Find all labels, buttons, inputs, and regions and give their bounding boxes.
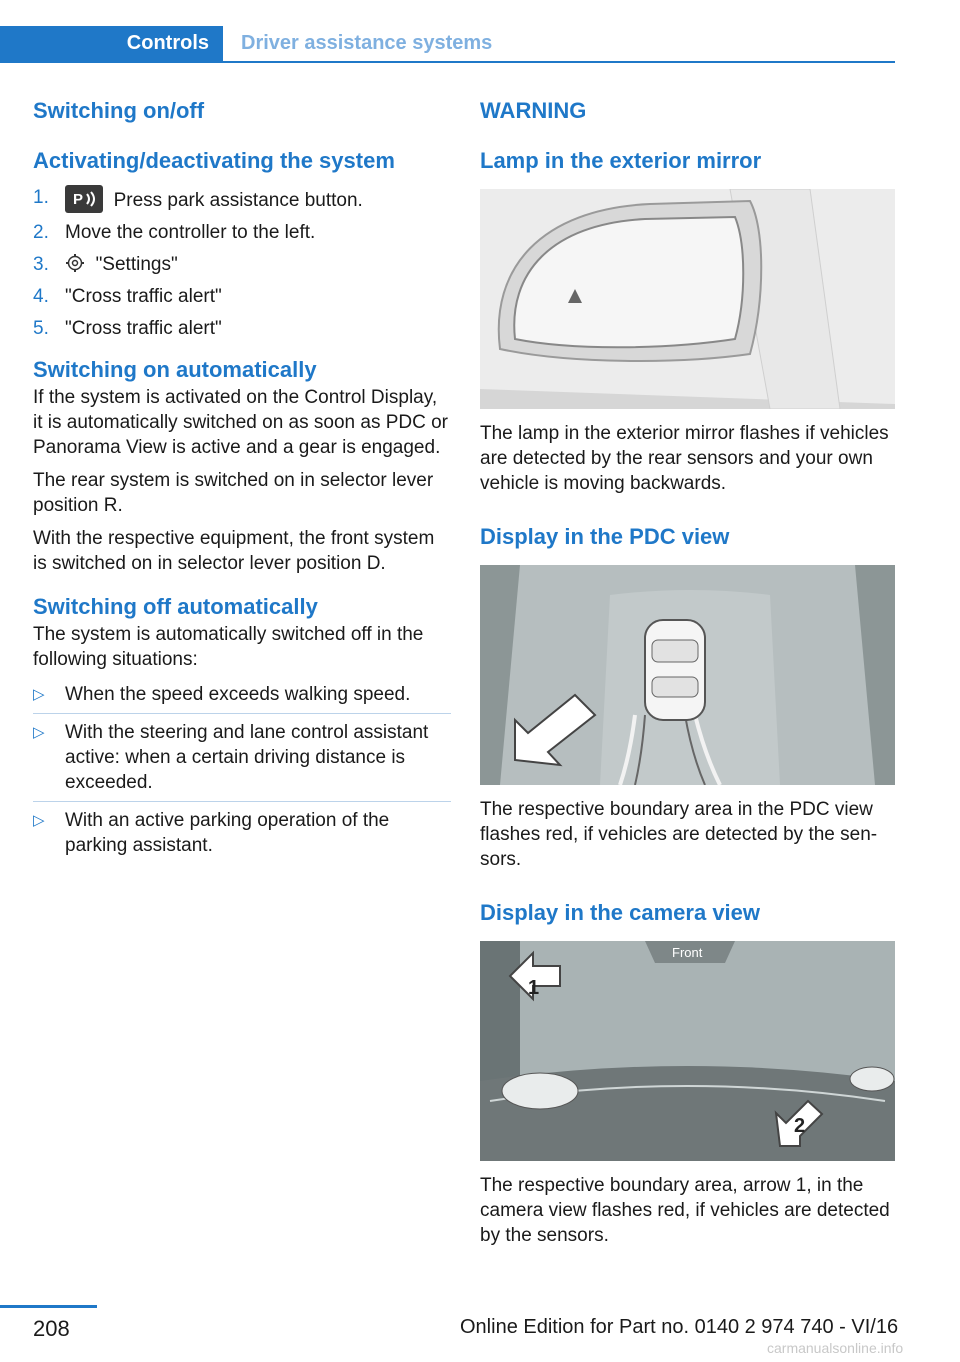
triangle-bullet-icon: ▷ — [33, 724, 45, 741]
heading-activating: Activating/deactivating the system — [33, 148, 395, 173]
heading-camera: Display in the camera view — [480, 900, 761, 925]
edition-text: Online Edition for Part no. 0140 2 974 740 - VI/16 — [460, 1316, 899, 1338]
list-item: 1. P Press park assistance button. — [33, 187, 363, 211]
pdc-view-illustration — [480, 565, 895, 785]
section-title: Driver assistance systems — [241, 32, 493, 54]
svg-text:P: P — [73, 191, 84, 208]
page-number: 208 — [33, 1316, 70, 1341]
watermark: carmanualsonline.info — [767, 1340, 904, 1356]
mirror-illustration — [480, 189, 895, 409]
page-header — [0, 26, 895, 63]
list-item: ▷ When the speed exceeds walking speed. — [33, 682, 451, 714]
list-item: 2. Move the controller to the left. — [33, 222, 316, 243]
list-item: 3. "Settings" — [33, 254, 178, 275]
settings-gear-icon — [65, 253, 85, 273]
list-item: ▷ With an active parking operation of the parking assistant. — [33, 810, 390, 856]
paragraph: The respective boundary area in the PDC view flashes red, if vehicles are detected by the sensors. — [480, 799, 878, 870]
list-item: 4. "Cross traffic alert" — [33, 286, 222, 307]
bullet-list — [33, 682, 451, 864]
arrow-1-label: 1 — [528, 977, 540, 999]
paragraph: The system is automatically switched off in the following situations: — [33, 624, 424, 670]
paragraph: The respective boundary area, arrow 1, in the camera view flashes red, if vehicles are detected by the sensors. — [480, 1175, 890, 1246]
paragraph: If the system is activated on the Control Display, it is automatically switched on as soon as PDC or Panorama View is active and a gear is engaged. — [33, 387, 449, 458]
heading-pdc: Display in the PDC view — [480, 524, 730, 549]
heading-warning: WARNING — [480, 98, 587, 123]
triangle-bullet-icon: ▷ — [33, 812, 45, 829]
park-assist-button-icon — [65, 185, 103, 213]
right-column — [480, 96, 898, 1248]
heading-auto-on: Switching on automatically — [33, 357, 317, 382]
list-item: ▷ With the steering and lane control assistant active: when a certain driving distance is exceeded. — [33, 720, 451, 802]
paragraph: The lamp in the exterior mirror flashes if vehicles are detected by the rear sensors and your own vehicle is moving backwards. — [480, 423, 889, 494]
list-item: 5. "Cross traffic alert" — [33, 318, 222, 339]
arrow-2-label: 2 — [794, 1115, 806, 1137]
triangle-bullet-icon: ▷ — [33, 686, 45, 703]
chapter-tab: Controls — [0, 26, 223, 61]
steps-list — [33, 185, 451, 341]
camera-view-illustration — [480, 941, 895, 1161]
left-column — [33, 96, 451, 870]
heading-switching: Switching on/off — [33, 98, 205, 123]
paragraph: With the respective equipment, the front system is switched on in selector lever position D. — [33, 528, 435, 574]
footer-rule — [0, 1305, 97, 1308]
heading-auto-off: Switching off automatically — [33, 594, 318, 619]
paragraph: The rear system is switched on in selector lever position R. — [33, 470, 434, 516]
camera-front-label: Front — [672, 945, 703, 960]
heading-lamp: Lamp in the exterior mirror — [480, 148, 762, 173]
